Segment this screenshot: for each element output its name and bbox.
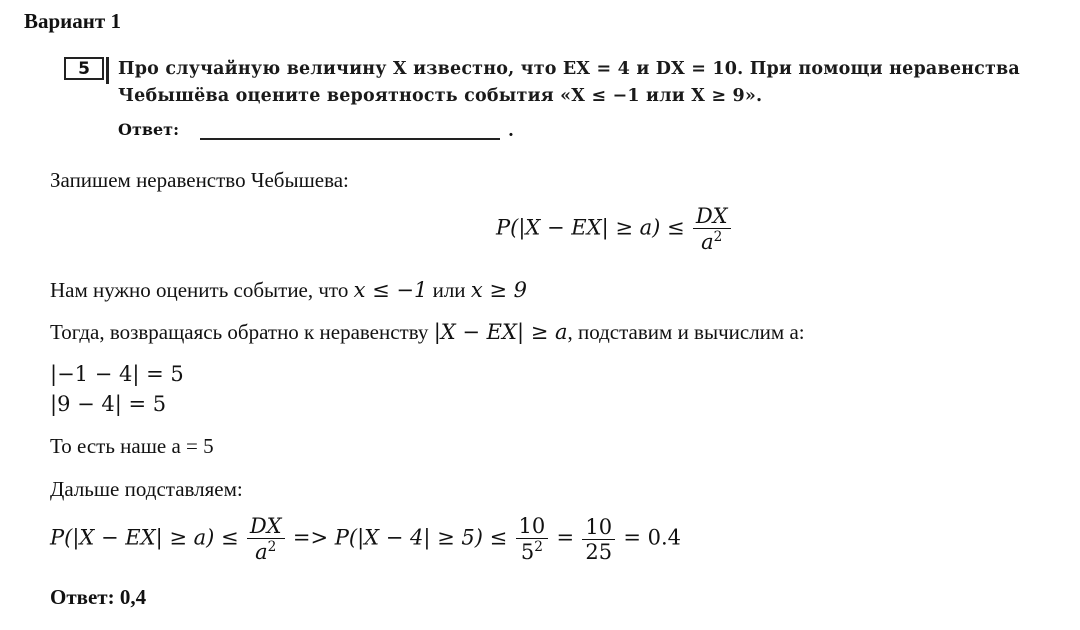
task-block	[64, 55, 1064, 150]
solution-paragraph-1: Запишем неравенство Чебышева:	[50, 168, 349, 192]
solution-paragraph-2: Нам нужно оценить событие, что x ≤ −1 или x ≥ 9	[50, 278, 527, 302]
solution-paragraph-5: Дальше подставляем:	[50, 477, 243, 501]
task-number-box: 5	[64, 57, 104, 80]
final-answer: Ответ: 0,4	[50, 585, 147, 609]
chebyshev-formula	[496, 204, 734, 255]
solution-paragraph-4: То есть наше а = 5	[50, 434, 214, 458]
task-answer-blank-line	[200, 138, 500, 140]
formula1-numerator: DX	[695, 204, 728, 228]
final-fraction-2: $\frac{10}{5^2}$	[516, 514, 549, 565]
formula1-left: P(|X − EX| ≥ a) ≤	[496, 215, 685, 240]
final-formula: P(|X − EX| ≥ a) ≤ $\frac{DX}{a^2}$ => P(|X − 4| ≥ 5) ≤ $\frac{10}{5^2}$ = $\frac{10}{25}$ = 0.4	[50, 514, 682, 565]
task-answer-label: Ответ:	[118, 120, 179, 139]
final-fraction-3: $\frac{10}{25}$	[582, 515, 615, 565]
variant-title: Вариант 1	[24, 9, 121, 33]
task-text-line-1: Про случайную величину X известно, что EX = 4 и DX = 10. При помощи неравенства	[118, 59, 1020, 79]
task-answer-dot: .	[508, 121, 514, 141]
calc-line-2: |9 − 4| = 5	[50, 392, 167, 416]
formula1-denominator: $a^2$	[693, 228, 731, 255]
formula1-fraction	[693, 204, 731, 255]
task-text-line-2: Чебышёва оцените вероятность события «X ≤ −1 или X ≥ 9».	[118, 86, 763, 106]
calc-line-1: |−1 − 4| = 5	[50, 362, 184, 386]
solution-paragraph-3: Тогда, возвращаясь обратно к неравенству |X − EX| ≥ a, подставим и вычислим а:	[50, 320, 805, 344]
final-fraction-1: $\frac{DX}{a^2}$	[247, 514, 285, 565]
